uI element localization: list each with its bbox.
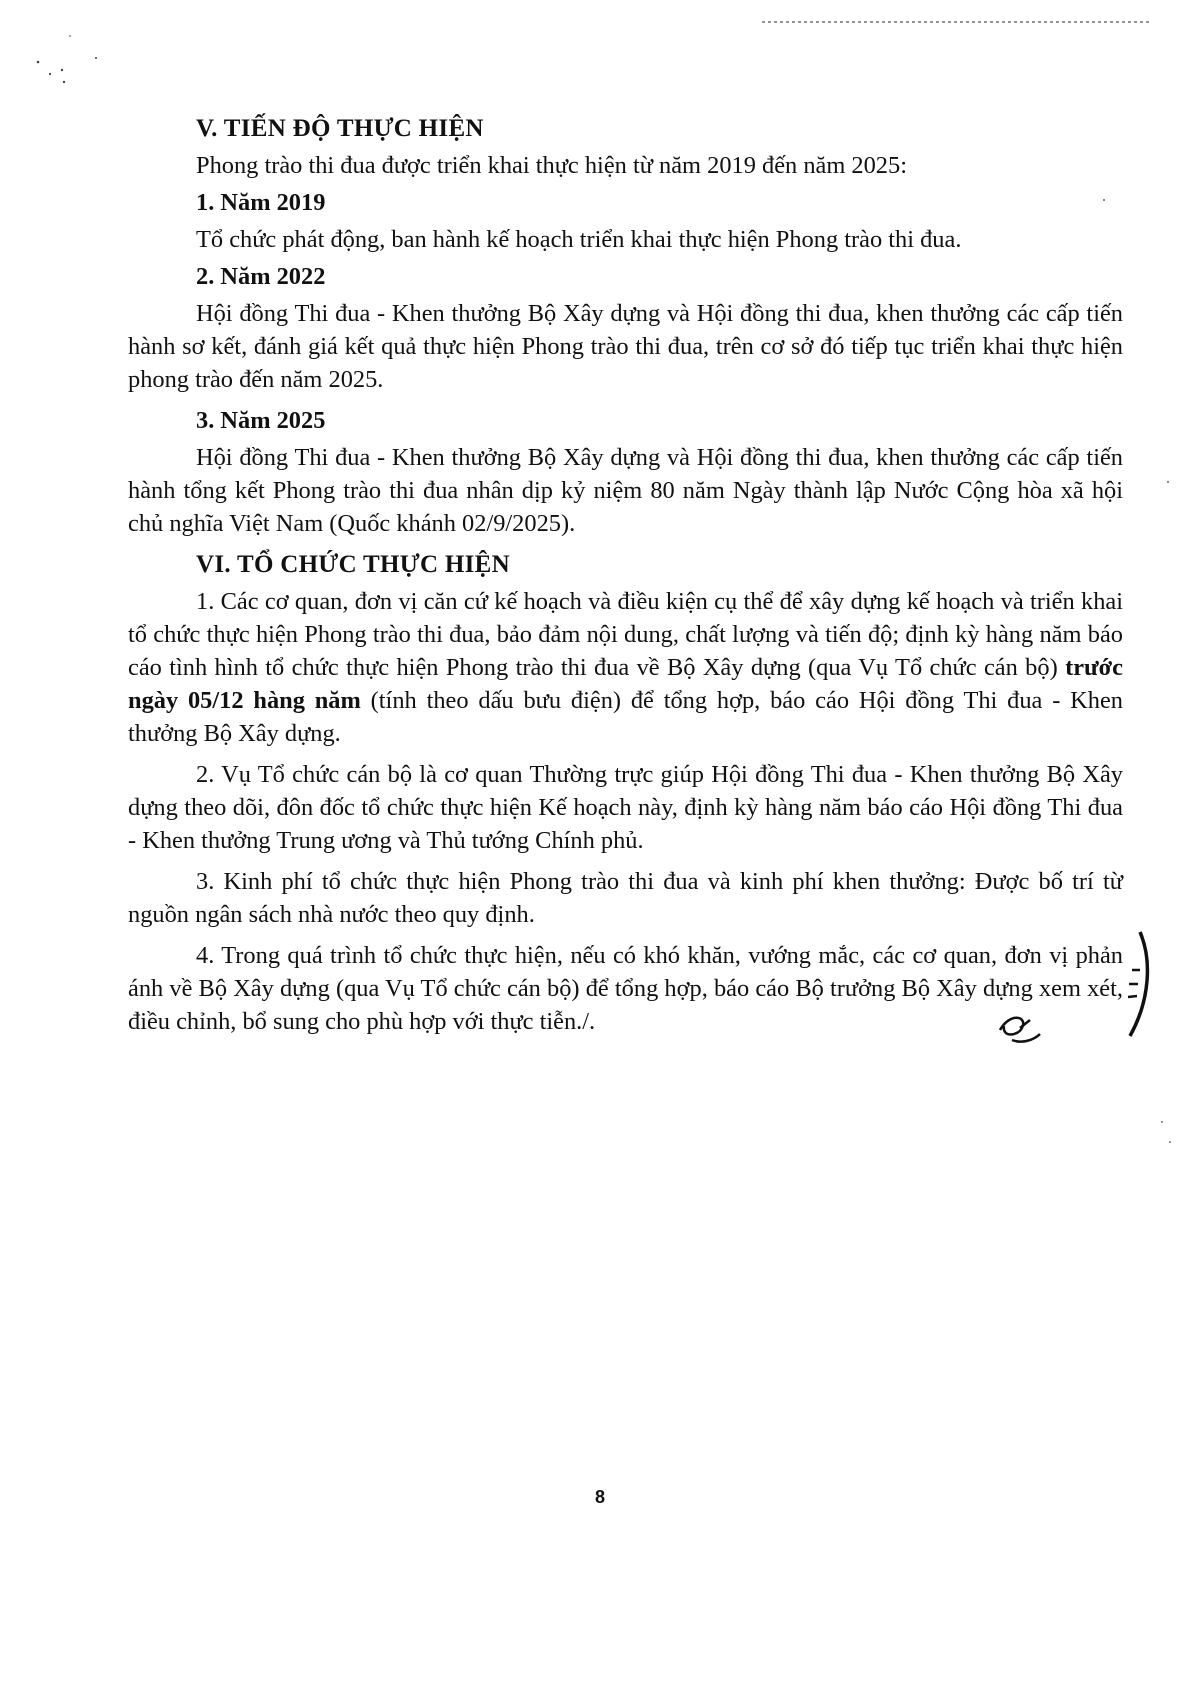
- item-text-2019: Tổ chức phát động, ban hành kế hoạch triển khai thực hiện Phong trào thi đua.: [196, 226, 962, 253]
- item-title-2022: 2. Năm 2022: [196, 263, 326, 290]
- implementation-paragraph-3: 3. Kinh phí tổ chức thực hiện Phong trào thi đua và kinh phí khen thưởng: Được bố trí từ nguồn ngân sách nhà nước theo quy định.: [128, 868, 1123, 928]
- item-title-2025: 3. Năm 2025: [196, 407, 326, 434]
- implementation-paragraph-2: 2. Vụ Tổ chức cán bộ là cơ quan Thường trực giúp Hội đồng Thi đua - Khen thưởng Bộ Xây dựng theo dõi, đôn đốc tổ chức thực hiện Kế hoạch này, định kỳ hàng năm báo cáo Hội đồng Thi đua - Khen thưởng Trung ương và Thủ tướng Chính phủ.: [128, 761, 1123, 854]
- paragraph-1-text-end: (tính theo dấu bưu điện) để tổng hợp, báo cáo Hội đồng Thi đua - Khen thưởng Bộ Xây dựng.: [128, 687, 1123, 747]
- item-title-2019: 1. Năm 2019: [196, 189, 326, 216]
- implementation-paragraph-1: [128, 585, 1123, 750]
- item-text-2022: Hội đồng Thi đua - Khen thưởng Bộ Xây dựng và Hội đồng thi đua, khen thưởng các cấp tiến hành sơ kết, đánh giá kết quả thực hiện Phong trào thi đua, trên cơ sở đó tiếp tục triển khai thực hiện phong trào đến năm 2025.: [128, 300, 1123, 393]
- paragraph-1-text: 1. Các cơ quan, đơn vị căn cứ kế hoạch và điều kiện cụ thể để xây dựng kế hoạch và triển khai tổ chức thực hiện Phong trào thi đua, bảo đảm nội dung, chất lượng và tiến độ; định kỳ hàng năm báo cáo tình hình tổ chức thực hiện Phong trào thi đua về Bộ Xây dựng (qua Vụ Tổ chức cán bộ): [128, 588, 1123, 681]
- page-number: 8: [594, 1487, 605, 1507]
- deadline-text: trước ngày 05/12 hàng năm: [128, 654, 1123, 714]
- item-text-2025: Hội đồng Thi đua - Khen thưởng Bộ Xây dựng và Hội đồng thi đua, khen thưởng các cấp tiến hành tổng kết Phong trào thi đua nhân dịp kỷ niệm 80 năm Ngày thành lập Nước Cộng hòa xã hội chủ nghĩa Việt Nam (Quốc khánh 02/9/2025).: [128, 444, 1123, 537]
- section-intro: Phong trào thi đua được triển khai thực hiện từ năm 2019 đến năm 2025:: [196, 152, 907, 179]
- section-heading-implementation: VI. TỔ CHỨC THỰC HIỆN: [196, 551, 510, 578]
- section-heading-progress: V. TIẾN ĐỘ THỰC HIỆN: [196, 115, 484, 142]
- implementation-paragraph-4: 4. Trong quá trình tổ chức thực hiện, nếu có khó khăn, vướng mắc, các cơ quan, đơn vị phản ánh về Bộ Xây dựng (qua Vụ Tổ chức cán bộ) để tổng hợp, báo cáo Bộ trưởng Bộ Xây dựng xem xét, điều chỉnh, bổ sung cho phù hợp với thực tiễn./.: [128, 942, 1123, 1035]
- document-body: [128, 112, 1123, 1046]
